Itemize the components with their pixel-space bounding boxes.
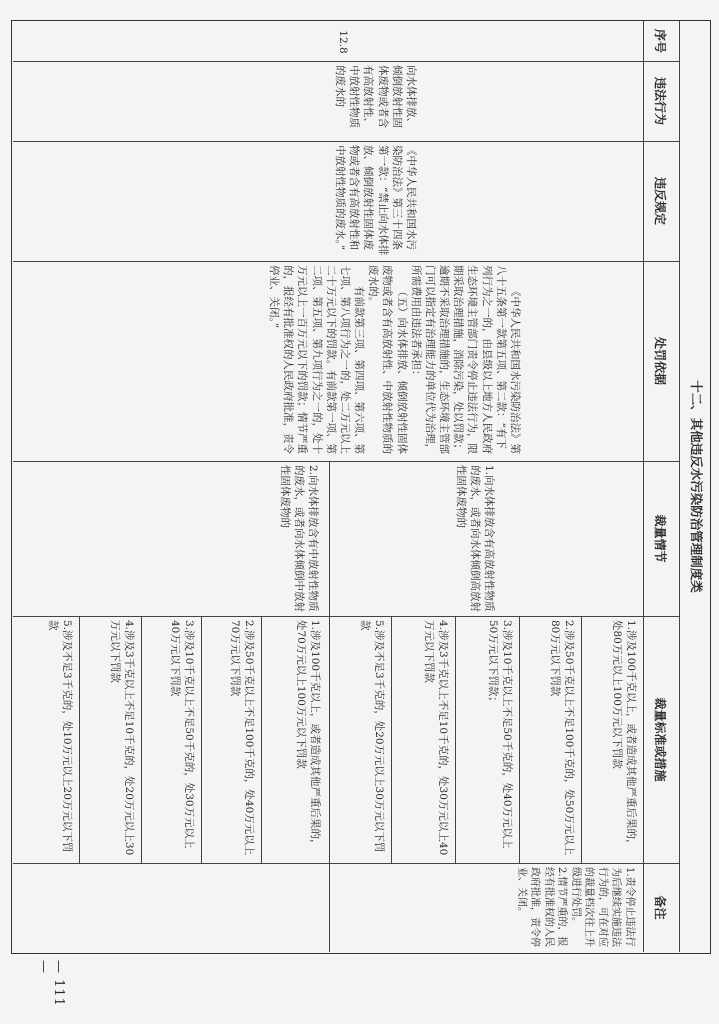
measure-cell: 5.涉及不足3千克的，处10万元以上20万元以下罚款 — [46, 620, 73, 853]
remark-item: 2.情节严重的，报经有批准权的人民政府批准，责令停业、关闭。 — [516, 867, 568, 947]
circumstance-cell: 1.向水体排放含有高放射性物质的废水，或者向水体倾倒高放射性固体废物的 — [454, 465, 495, 612]
seq-cell: 12.8 — [337, 30, 349, 54]
header-behavior: 违法行为 — [653, 76, 667, 125]
measure-cell: 5.涉及不足3千克的，处20万元以上30万元以下罚款 — [358, 620, 385, 853]
basis-paragraph: 《中华人民共和国水污染防治法》第八十五条第一款第五项、第二款：“有下列行为之一的，由县级以上地方人民政府生态环境主管部门责令停止违法行为，限期采取治理措施，消除污染，处以罚款；逾期不采取治理措施的，生态环境主管部门可以指定有治理能力的单位代为治理，所需费用由违法者承担： — [409, 265, 521, 454]
circumstance-cell: 2.向水体排放含有中放射性物质的废水，或者向水体倾倒中放射性固体废物的 — [278, 465, 319, 612]
measure-cell: 4.涉及3千克以上不足10千克的，处20万元以上30万元以下罚款 — [108, 620, 135, 856]
header-circumstance: 裁量情节 — [653, 514, 667, 563]
measure-cell: 4.涉及3千克以上不足10千克的，处30万元以上40万元以下罚款 — [422, 620, 449, 856]
basis-cell — [267, 265, 522, 457]
header-standard: 裁量标准或措施 — [653, 697, 667, 782]
header-remark: 备注 — [653, 895, 667, 920]
header-seq: 序号 — [653, 28, 667, 53]
measure-cell: 2.涉及50千克以上不足100千克的，处40万元以上70万元以下罚款 — [228, 620, 255, 856]
penalty-table — [11, 20, 711, 954]
measure-cell: 1.涉及100千克以上，或者造成其他严重后果的，处80万元以上100万元以下罚款 — [610, 620, 637, 850]
page-number: — 111 — — [36, 960, 66, 1007]
header-regulation: 违反规定 — [653, 176, 667, 225]
header-basis: 处罚依据 — [653, 336, 667, 385]
regulation-cell: 《中华人民共和国水污染防治法》第三十四条第一款：“禁止向水体排放、倾倒放射性固体废物或者含有高放射性和中放射性物质的废水。” — [334, 145, 417, 256]
measure-cell: 1.涉及100千克以上，或者造成其他严重后果的，处70万元以上100万元以下罚款 — [294, 620, 321, 850]
measure-cell: 3.涉及10千克以上不足50千克的，处40万元以上50万元以下罚款； — [486, 620, 513, 849]
remark-cell — [515, 867, 637, 949]
measure-cell: 3.涉及10千克以上不足50千克的，处30万元以上40万元以下罚款 — [168, 620, 195, 849]
basis-paragraph: （五）向水体排放、倾倒放射性固体废物或者含有高放射性、中放射性物质的废水的。 — [367, 265, 408, 454]
remark-item: 1.责令停止违法行为后继续实施违法行为的，可在对应的裁量档次往上升级进行处罚。 — [570, 867, 635, 947]
section-title: 十二、其他违反水污染防治管理制度类 — [689, 380, 704, 593]
basis-paragraph: 有前款第三项、第四项、第六项、第七项、第八项行为之一的，处二万元以上二十万元以下的罚款。有前款第一项、第二项、第五项、第九项行为之一的，处十万元以上一百万元以下的罚款；情节严重的，报经有批准权的人民政府批准，责令停业、关闭。” — [268, 265, 366, 454]
measure-cell: 2.涉及50千克以上不足100千克的，处50万元以上80万元以下罚款 — [548, 620, 575, 856]
behavior-cell: 向水体排放、倾倒放射性固体废物或者含有高放射性、中放射性物质的废水的 — [334, 65, 417, 128]
